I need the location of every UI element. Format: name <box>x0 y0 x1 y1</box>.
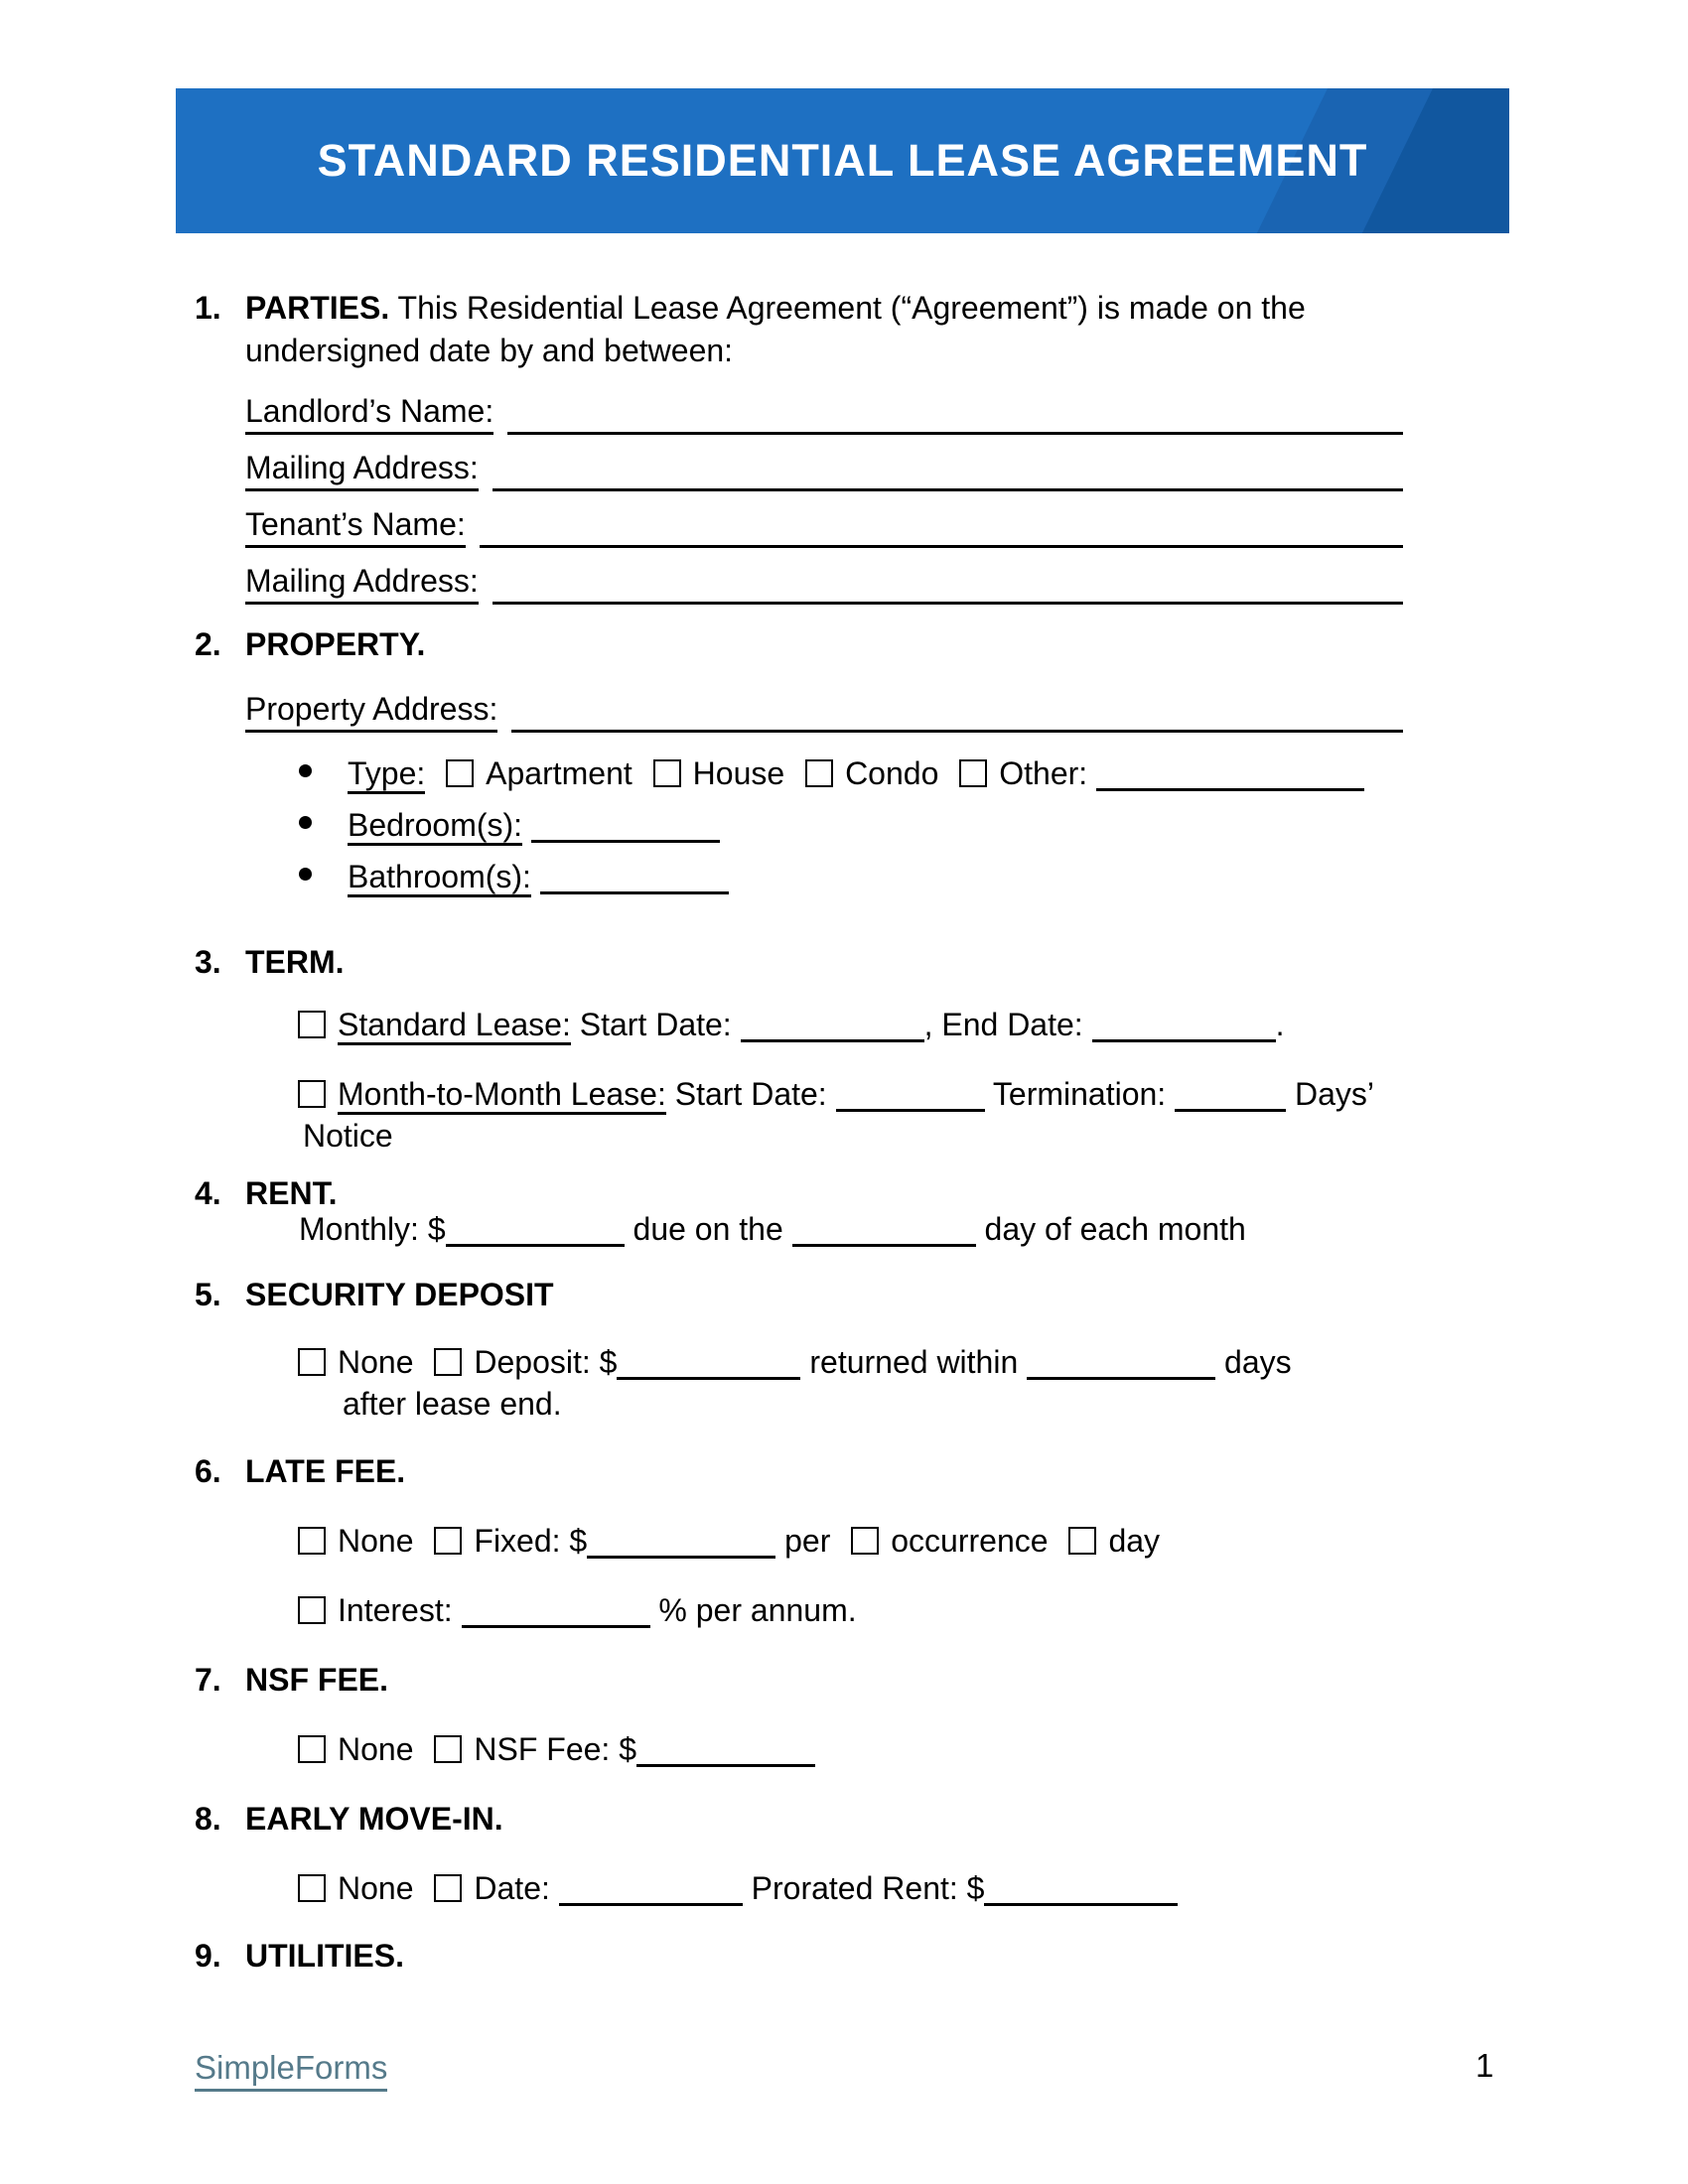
monthly-rent-row <box>299 1208 1246 1250</box>
due-day-field[interactable] <box>792 1234 976 1247</box>
section-title: TERM. <box>245 944 345 980</box>
page-number: 1 <box>1476 2047 1494 2084</box>
section-number: 2. <box>195 626 221 662</box>
occurrence-label: occurrence <box>891 1523 1049 1559</box>
deposit-amount-field[interactable] <box>617 1367 800 1380</box>
interest-rate-field[interactable] <box>462 1615 650 1628</box>
property-address-label: Property Address: <box>245 688 497 733</box>
tenant-mailing-label: Mailing Address: <box>245 560 479 605</box>
nsf-fee-label: NSF Fee: $ <box>474 1731 636 1767</box>
bullet-icon <box>299 764 312 777</box>
standard-start-date-field[interactable] <box>741 1029 924 1042</box>
interest-checkbox[interactable] <box>298 1596 326 1624</box>
section-title: SECURITY DEPOSIT <box>245 1277 554 1312</box>
m2m-start-date-field[interactable] <box>836 1099 985 1112</box>
landlord-name-field[interactable] <box>507 432 1403 435</box>
section-title: PROPERTY. <box>245 626 426 662</box>
none-label: None <box>338 1731 414 1767</box>
section-number: 3. <box>195 944 221 980</box>
late-fee-fixed-row <box>298 1520 1160 1562</box>
early-date-field[interactable] <box>559 1893 743 1906</box>
section-title: NSF FEE. <box>245 1662 389 1698</box>
landlord-mailing-label: Mailing Address: <box>245 447 479 491</box>
section-number: 4. <box>195 1175 221 1211</box>
landlord-name-row <box>245 390 1403 435</box>
parties-text-line2: undersigned date by and between: <box>245 333 734 368</box>
document-title: STANDARD RESIDENTIAL LEASE AGREEMENT <box>317 135 1368 186</box>
section-number: 5. <box>195 1277 221 1312</box>
other-type-field[interactable] <box>1096 778 1364 791</box>
apartment-checkbox[interactable] <box>446 759 474 787</box>
nsf-none-checkbox[interactable] <box>298 1735 326 1763</box>
deposit-label: Deposit: $ <box>474 1344 618 1380</box>
bedrooms-field[interactable] <box>531 830 720 843</box>
bullet-icon <box>299 868 312 881</box>
bullet-icon <box>299 816 312 829</box>
tenant-name-field[interactable] <box>480 545 1403 548</box>
per-annum-label: % per annum. <box>658 1592 857 1628</box>
tenant-name-row <box>245 503 1403 548</box>
section-number: 9. <box>195 1938 221 1974</box>
other-checkbox[interactable] <box>959 759 987 787</box>
security-deposit-row <box>298 1341 1292 1383</box>
bedrooms-row <box>299 804 720 846</box>
section-number: 6. <box>195 1453 221 1489</box>
bathrooms-field[interactable] <box>540 882 729 894</box>
section-title: LATE FEE. <box>245 1453 406 1489</box>
standard-lease-row <box>298 1004 1284 1045</box>
fixed-amount-field[interactable] <box>587 1546 775 1559</box>
interest-label: Interest: <box>338 1592 453 1628</box>
house-checkbox[interactable] <box>653 759 681 787</box>
notice-text: Notice <box>303 1118 393 1154</box>
after-lease-end-text: after lease end. <box>343 1386 562 1422</box>
days-label: days <box>1224 1344 1292 1380</box>
deposit-checkbox[interactable] <box>434 1348 462 1376</box>
day-of-month-label: day of each month <box>984 1211 1246 1247</box>
start-date-label: Start Date: <box>674 1076 827 1112</box>
returned-days-field[interactable] <box>1027 1367 1215 1380</box>
monthly-label: Monthly: $ <box>299 1211 446 1247</box>
condo-option-label: Condo <box>845 755 939 791</box>
per-day-checkbox[interactable] <box>1068 1527 1096 1555</box>
none-label: None <box>338 1523 414 1559</box>
days-notice-label: Days’ <box>1294 1076 1374 1112</box>
per-label: per <box>784 1523 831 1559</box>
nsf-fee-row <box>298 1728 815 1770</box>
month-to-month-checkbox[interactable] <box>298 1080 326 1108</box>
period-text: . <box>1275 1007 1285 1042</box>
termination-label: Termination: <box>992 1076 1167 1112</box>
early-move-in-row <box>298 1867 1178 1909</box>
property-type-row <box>299 752 1364 794</box>
property-address-row <box>245 688 1403 733</box>
standard-lease-label: Standard Lease: <box>338 1007 571 1045</box>
apartment-option-label: Apartment <box>486 755 633 791</box>
bathrooms-row <box>299 856 729 897</box>
returned-within-label: returned within <box>809 1344 1019 1380</box>
fixed-label: Fixed: $ <box>474 1523 588 1559</box>
none-label: None <box>338 1344 414 1380</box>
bedrooms-label: Bedroom(s): <box>348 807 522 846</box>
early-date-checkbox[interactable] <box>434 1874 462 1902</box>
house-option-label: House <box>692 755 785 791</box>
nsf-fee-checkbox[interactable] <box>434 1735 462 1763</box>
day-label: day <box>1108 1523 1161 1559</box>
comma-text: , <box>923 1007 933 1042</box>
standard-lease-checkbox[interactable] <box>298 1011 326 1038</box>
termination-days-field[interactable] <box>1175 1099 1286 1112</box>
tenant-mailing-row <box>245 560 1403 605</box>
occurrence-checkbox[interactable] <box>851 1527 879 1555</box>
prorated-rent-field[interactable] <box>984 1893 1178 1906</box>
late-fee-interest-row <box>298 1589 857 1631</box>
tenant-name-label: Tenant’s Name: <box>245 503 466 548</box>
section-title: EARLY MOVE-IN. <box>245 1801 503 1837</box>
tenant-mailing-field[interactable] <box>492 602 1403 605</box>
landlord-name-label: Landlord’s Name: <box>245 390 493 435</box>
deposit-none-checkbox[interactable] <box>298 1348 326 1376</box>
start-date-label: Start Date: <box>579 1007 732 1042</box>
month-to-month-row <box>298 1073 1374 1115</box>
early-none-checkbox[interactable] <box>298 1874 326 1902</box>
early-date-label: Date: <box>474 1870 550 1906</box>
standard-end-date-field[interactable] <box>1092 1029 1276 1042</box>
section-title: UTILITIES. <box>245 1938 404 1974</box>
section-number: 7. <box>195 1662 221 1698</box>
section-number: 1. <box>195 290 221 326</box>
end-date-label: End Date: <box>941 1007 1083 1042</box>
condo-checkbox[interactable] <box>805 759 833 787</box>
section-number: 8. <box>195 1801 221 1837</box>
late-fee-fixed-checkbox[interactable] <box>434 1527 462 1555</box>
landlord-mailing-row <box>245 447 1403 491</box>
none-label: None <box>338 1870 414 1906</box>
parties-text-line1: This Residential Lease Agreement (“Agreement”) is made on the <box>397 290 1306 326</box>
month-to-month-label: Month-to-Month Lease: <box>338 1076 666 1115</box>
section-title: PARTIES. <box>245 290 390 326</box>
simpleforms-link[interactable]: SimpleForms <box>195 2047 387 2092</box>
monthly-rent-field[interactable] <box>446 1234 625 1247</box>
type-label: Type: <box>348 755 425 794</box>
landlord-mailing-field[interactable] <box>492 488 1403 491</box>
other-option-label: Other: <box>999 755 1088 791</box>
nsf-fee-amount-field[interactable] <box>636 1754 815 1767</box>
section-title: RENT. <box>245 1175 338 1211</box>
property-address-field[interactable] <box>511 730 1403 733</box>
due-on-label: due on the <box>633 1211 783 1247</box>
bathrooms-label: Bathroom(s): <box>348 859 531 897</box>
header-banner <box>176 88 1509 233</box>
late-fee-none-checkbox[interactable] <box>298 1527 326 1555</box>
prorated-rent-label: Prorated Rent: $ <box>751 1870 985 1906</box>
